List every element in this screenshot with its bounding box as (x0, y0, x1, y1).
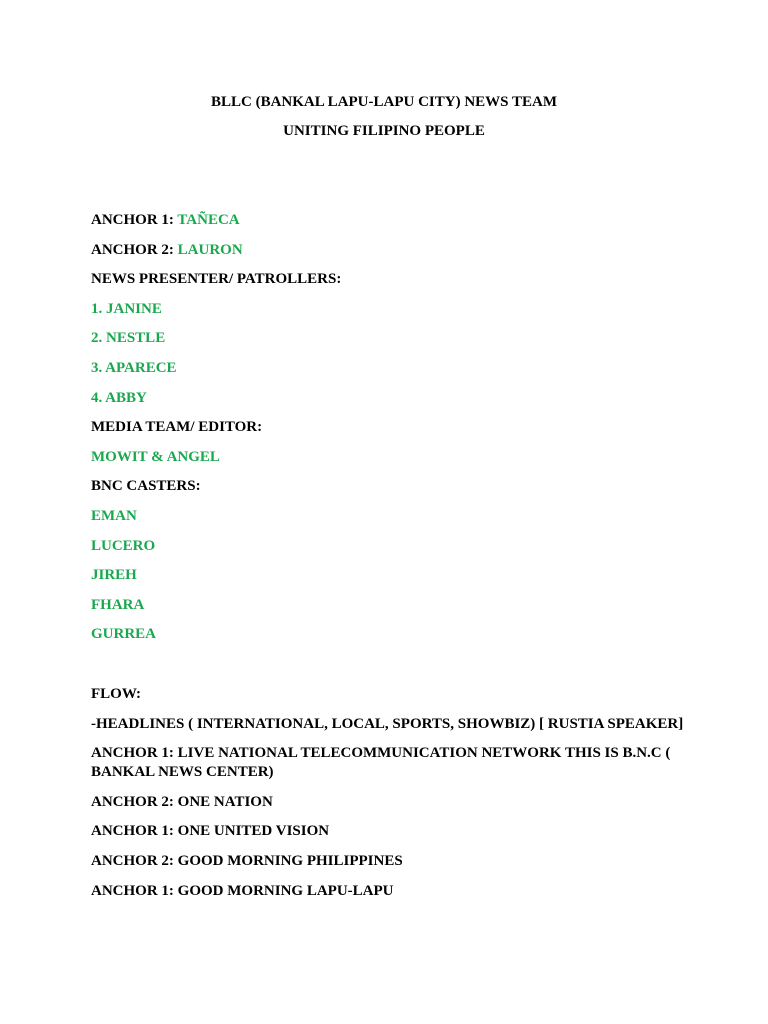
anchor-2-label: ANCHOR 2: (91, 241, 178, 258)
anchor-2-line (91, 241, 691, 271)
caster-item: EMAN (91, 507, 137, 524)
caster-item: GURREA (91, 626, 157, 643)
flow-line: -HEADLINES ( INTERNATIONAL, LOCAL, SPORTS, SHOWBIZ) [ RUSTIA SPEAKER] (91, 715, 684, 732)
presenter-item: 1. JANINE (91, 300, 162, 317)
media-item: MOWIT & ANGEL (91, 448, 220, 465)
media-heading: MEDIA TEAM/ EDITOR: (91, 419, 263, 436)
anchor-1-label: ANCHOR 1: (91, 212, 178, 228)
team-roster (91, 211, 691, 655)
flow-line: ANCHOR 1: LIVE NATIONAL TELECOMMUNICATION NETWORK THIS IS B.N.C ( BANKAL NEWS CENTER) (91, 745, 671, 781)
presenter-item: 3. APARECE (91, 359, 177, 376)
show-flow (91, 685, 691, 911)
flow-line: ANCHOR 2: GOOD MORNING PHILIPPINES (91, 852, 403, 869)
document-subtitle: UNITING FILIPINO PEOPLE (283, 123, 485, 139)
caster-item: JIREH (91, 567, 137, 584)
document-title: BLLC (BANKAL LAPU-LAPU CITY) NEWS TEAM (210, 94, 557, 110)
anchor-1-name: TAÑECA (177, 212, 240, 228)
caster-item: LUCERO (91, 537, 156, 554)
flow-line: ANCHOR 2: ONE NATION (91, 793, 273, 810)
presenter-item: 4. ABBY (91, 389, 147, 406)
casters-heading: BNC CASTERS: (91, 478, 201, 495)
flow-heading: FLOW: (91, 686, 142, 702)
presenters-heading: NEWS PRESENTER/ PATROLLERS: (91, 271, 342, 288)
flow-line: ANCHOR 1: GOOD MORNING LAPU-LAPU (91, 882, 394, 899)
anchor-1-line (91, 211, 691, 241)
caster-item: FHARA (91, 596, 145, 613)
presenter-item: 2. NESTLE (91, 330, 166, 347)
flow-line: ANCHOR 1: ONE UNITED VISION (91, 823, 330, 840)
anchor-2-name: LAURON (177, 241, 243, 258)
